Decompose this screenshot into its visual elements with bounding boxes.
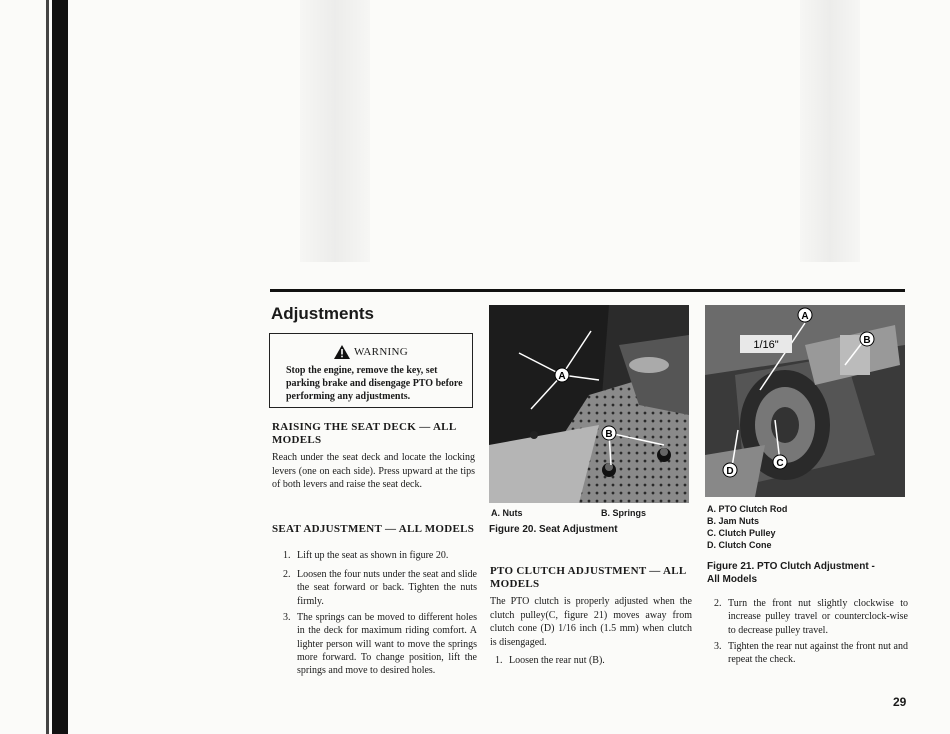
callout-a: A	[801, 311, 809, 322]
pto-clutch-illustration	[705, 305, 905, 497]
figure-21-caption: Figure 21. PTO Clutch Adjustment -	[707, 561, 875, 572]
section-title: Adjustments	[271, 304, 374, 323]
list-item: 3. The springs can be moved to different holes in the deck for maximum riding comfort. A lighter person will want to move the springs more forward. To change position, lift the springs and move to desired holes.	[283, 612, 477, 677]
figure-20-caption: Figure 20. Seat Adjustment	[489, 524, 618, 535]
list-item: 2. Turn the front nut slightly clockwise to increase pulley travel or counterclock-wise to decrease pulley travel.	[714, 598, 908, 636]
seat-deck-illustration	[489, 305, 689, 503]
raising-body: Reach under the seat deck and locate the locking levers (one on each side). Press upward at the tips of both levers and raise the seat deck.	[272, 452, 475, 490]
warning-triangle-icon	[334, 345, 350, 359]
figure-20-label-a: A. Nuts	[491, 508, 523, 518]
page-number: 29	[893, 695, 907, 709]
binding-edge	[46, 0, 49, 734]
warning-heading	[270, 345, 472, 359]
dimension-label: 1/16"	[753, 339, 779, 351]
figure-21-legend-b: B. Jam Nuts	[707, 516, 760, 526]
scan-shadow	[800, 0, 860, 262]
figure-21-photo	[705, 305, 905, 497]
figure-21-legend-c: C. Clutch Pulley	[707, 528, 776, 538]
figure-21-legend-d: D. Clutch Cone	[707, 540, 772, 550]
warning-heading-text: WARNING	[353, 346, 409, 358]
warning-box	[269, 333, 473, 408]
callout-a: A	[558, 371, 566, 382]
raising-heading: RAISING THE SEAT DECK — ALL MODELS	[272, 421, 456, 446]
figure-21-legend-a: A. PTO Clutch Rod	[707, 504, 788, 514]
seat-adjustment-heading: SEAT ADJUSTMENT — ALL MODELS	[272, 523, 475, 535]
figure-20-label-b: B. Springs	[601, 508, 647, 518]
list-item: 3. Tighten the rear nut against the front nut and repeat the check.	[714, 641, 908, 666]
scan-shadow	[300, 0, 370, 262]
list-item: 1. Loosen the rear nut (B).	[495, 655, 605, 666]
pto-heading: PTO CLUTCH ADJUSTMENT — ALL MODELS	[490, 565, 686, 590]
figure-21-caption-2: All Models	[707, 574, 758, 585]
callout-b: B	[863, 335, 871, 346]
list-item: 1. Lift up the seat as shown in figure 20.	[283, 550, 449, 561]
callout-c: C	[776, 458, 784, 469]
warning-text: Stop the engine, remove the key, set parking brake and disengage PTO before performing any adjustments.	[286, 365, 463, 402]
list-item: 2. Loosen the four nuts under the seat and slide the seat forward or back. Tighten the nuts firmly.	[283, 569, 477, 607]
section-rule	[270, 289, 905, 292]
pto-body: The PTO clutch is properly adjusted when the clutch pulley(C, figure 21) moves away from clutch cone (D) 1/16 inch (1.5 mm) when clutch is disengaged.	[490, 596, 692, 648]
callout-d: D	[726, 466, 734, 477]
binding-strip	[52, 0, 68, 734]
figure-20-photo	[489, 305, 689, 503]
callout-b: B	[605, 429, 613, 440]
